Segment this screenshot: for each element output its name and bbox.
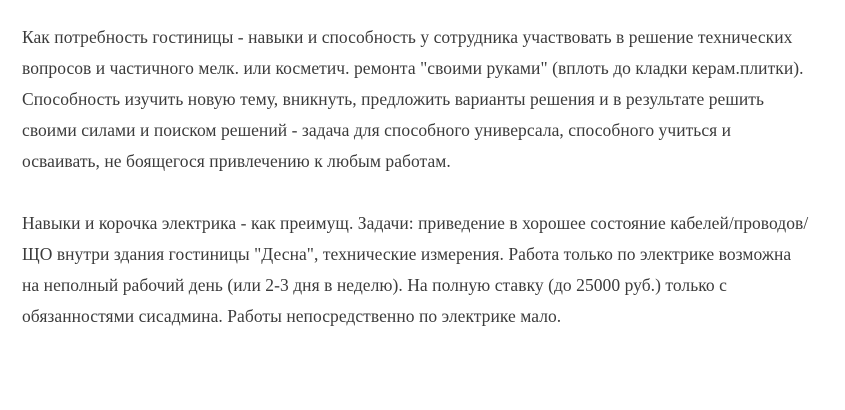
paragraph-requirements: Как потребность гостиницы - навыки и способность у сотрудника участвовать в решение технических вопросов и частичного мелк. или косметич. ремонта "своими руками" (вплоть до кладки керам.плитки). Способность изучить новую тему, вникнуть, предложить варианты решения и в результате решить своими силами и поиском решений - задача для способного универсала, способного учиться и осваивать, не боящегося привлечению к любым работам. [22, 27, 804, 171]
paragraph-electrician-tasks: Навыки и корочка электрика - как преимущ. Задачи: приведение в хорошее состояние кабелей/проводов/ЩО внутри здания гостиницы "Десна", технические измерения. Работа только по электрике возможна на неполный рабочий день (или 2-3 дня в неделю). На полную ставку (до 25000 руб.) только с обязанностями сисадмина. Работы непосредственно по электрике мало. [22, 213, 809, 326]
